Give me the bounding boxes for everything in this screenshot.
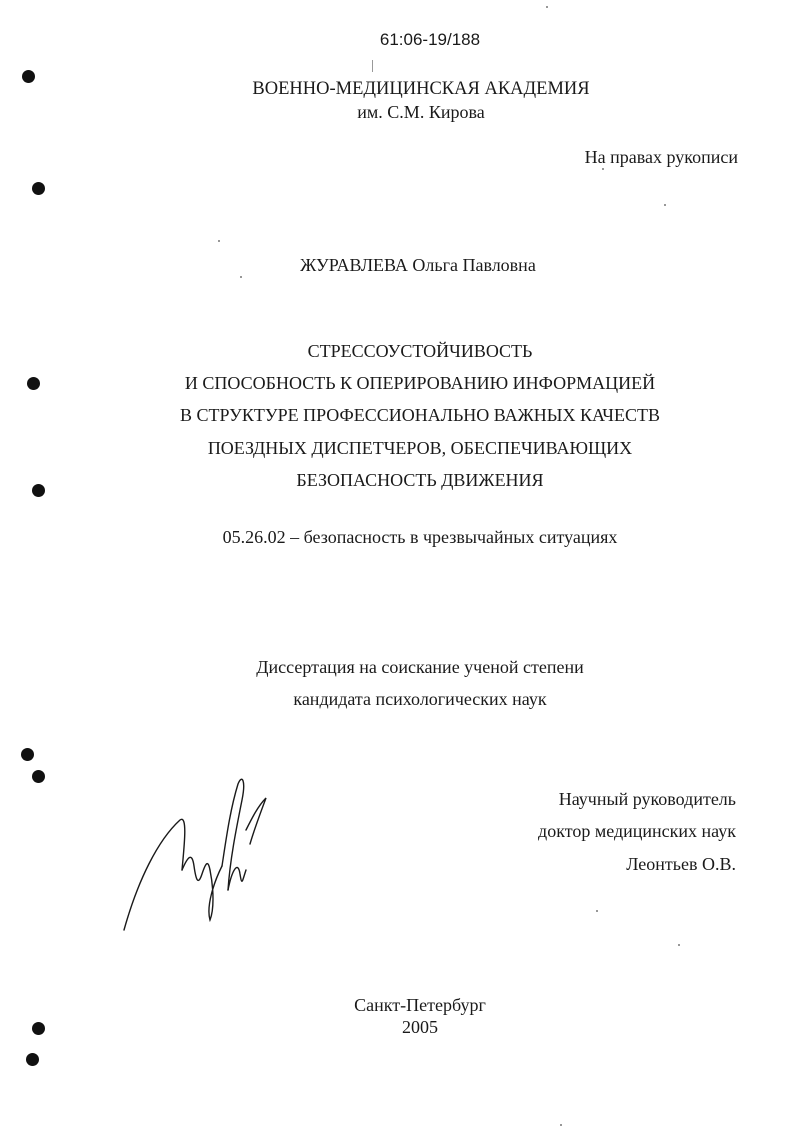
scan-speck (560, 1124, 562, 1126)
punch-hole-8 (26, 1053, 39, 1066)
scan-speck (596, 910, 598, 912)
dissertation-title-line-2: И СПОСОБНОСТЬ К ОПЕРИРОВАНИЮ ИНФОРМАЦИЕЙ (184, 373, 656, 393)
dissertation-title-line-4: ПОЕЗДНЫХ ДИСПЕТЧЕРОВ, ОБЕСПЕЧИВАЮЩИХ (207, 438, 633, 458)
degree-line-2: кандидата психологических наук (293, 689, 547, 709)
author-name: ЖУРАВЛЕВА Ольга Павловна (300, 255, 536, 275)
catalog-number: 61:06-19/188 (379, 30, 481, 49)
punch-hole-5 (21, 748, 34, 761)
punch-hole-7 (32, 1022, 45, 1035)
scan-speck (678, 944, 680, 946)
scan-speck (240, 276, 242, 278)
punch-hole-4 (32, 484, 45, 497)
dissertation-title-line-5: БЕЗОПАСНОСТЬ ДВИЖЕНИЯ (296, 470, 544, 490)
scan-speck (546, 6, 548, 8)
supervisor-name: Леонтьев О.В. (626, 854, 736, 874)
city: Санкт-Петербург (354, 995, 486, 1015)
scan-speck (602, 168, 604, 170)
rights-note: На правах рукописи (584, 147, 738, 167)
punch-hole-6 (32, 770, 45, 783)
specialty-code: 05.26.02 – безопасность в чрезвычайных ситуациях (222, 527, 618, 547)
scan-tick (372, 60, 373, 72)
scan-speck (218, 240, 220, 242)
punch-hole-3 (27, 377, 40, 390)
institution-name: ВОЕННО-МЕДИЦИНСКАЯ АКАДЕМИЯ (252, 79, 590, 99)
scan-speck (664, 204, 666, 206)
year: 2005 (402, 1017, 438, 1037)
supervisor-degree: доктор медицинских наук (538, 821, 736, 841)
signature-image (118, 770, 278, 940)
supervisor-role: Научный руководитель (558, 789, 736, 809)
punch-hole-2 (32, 182, 45, 195)
institution-subtitle: им. С.М. Кирова (357, 102, 485, 122)
degree-line-1: Диссертация на соискание ученой степени (256, 657, 584, 677)
dissertation-title-line-3: В СТРУКТУРЕ ПРОФЕССИОНАЛЬНО ВАЖНЫХ КАЧЕСТВ (180, 405, 660, 425)
dissertation-title-line-1: СТРЕССОУСТОЙЧИВОСТЬ (307, 341, 533, 361)
punch-hole-1 (22, 70, 35, 83)
